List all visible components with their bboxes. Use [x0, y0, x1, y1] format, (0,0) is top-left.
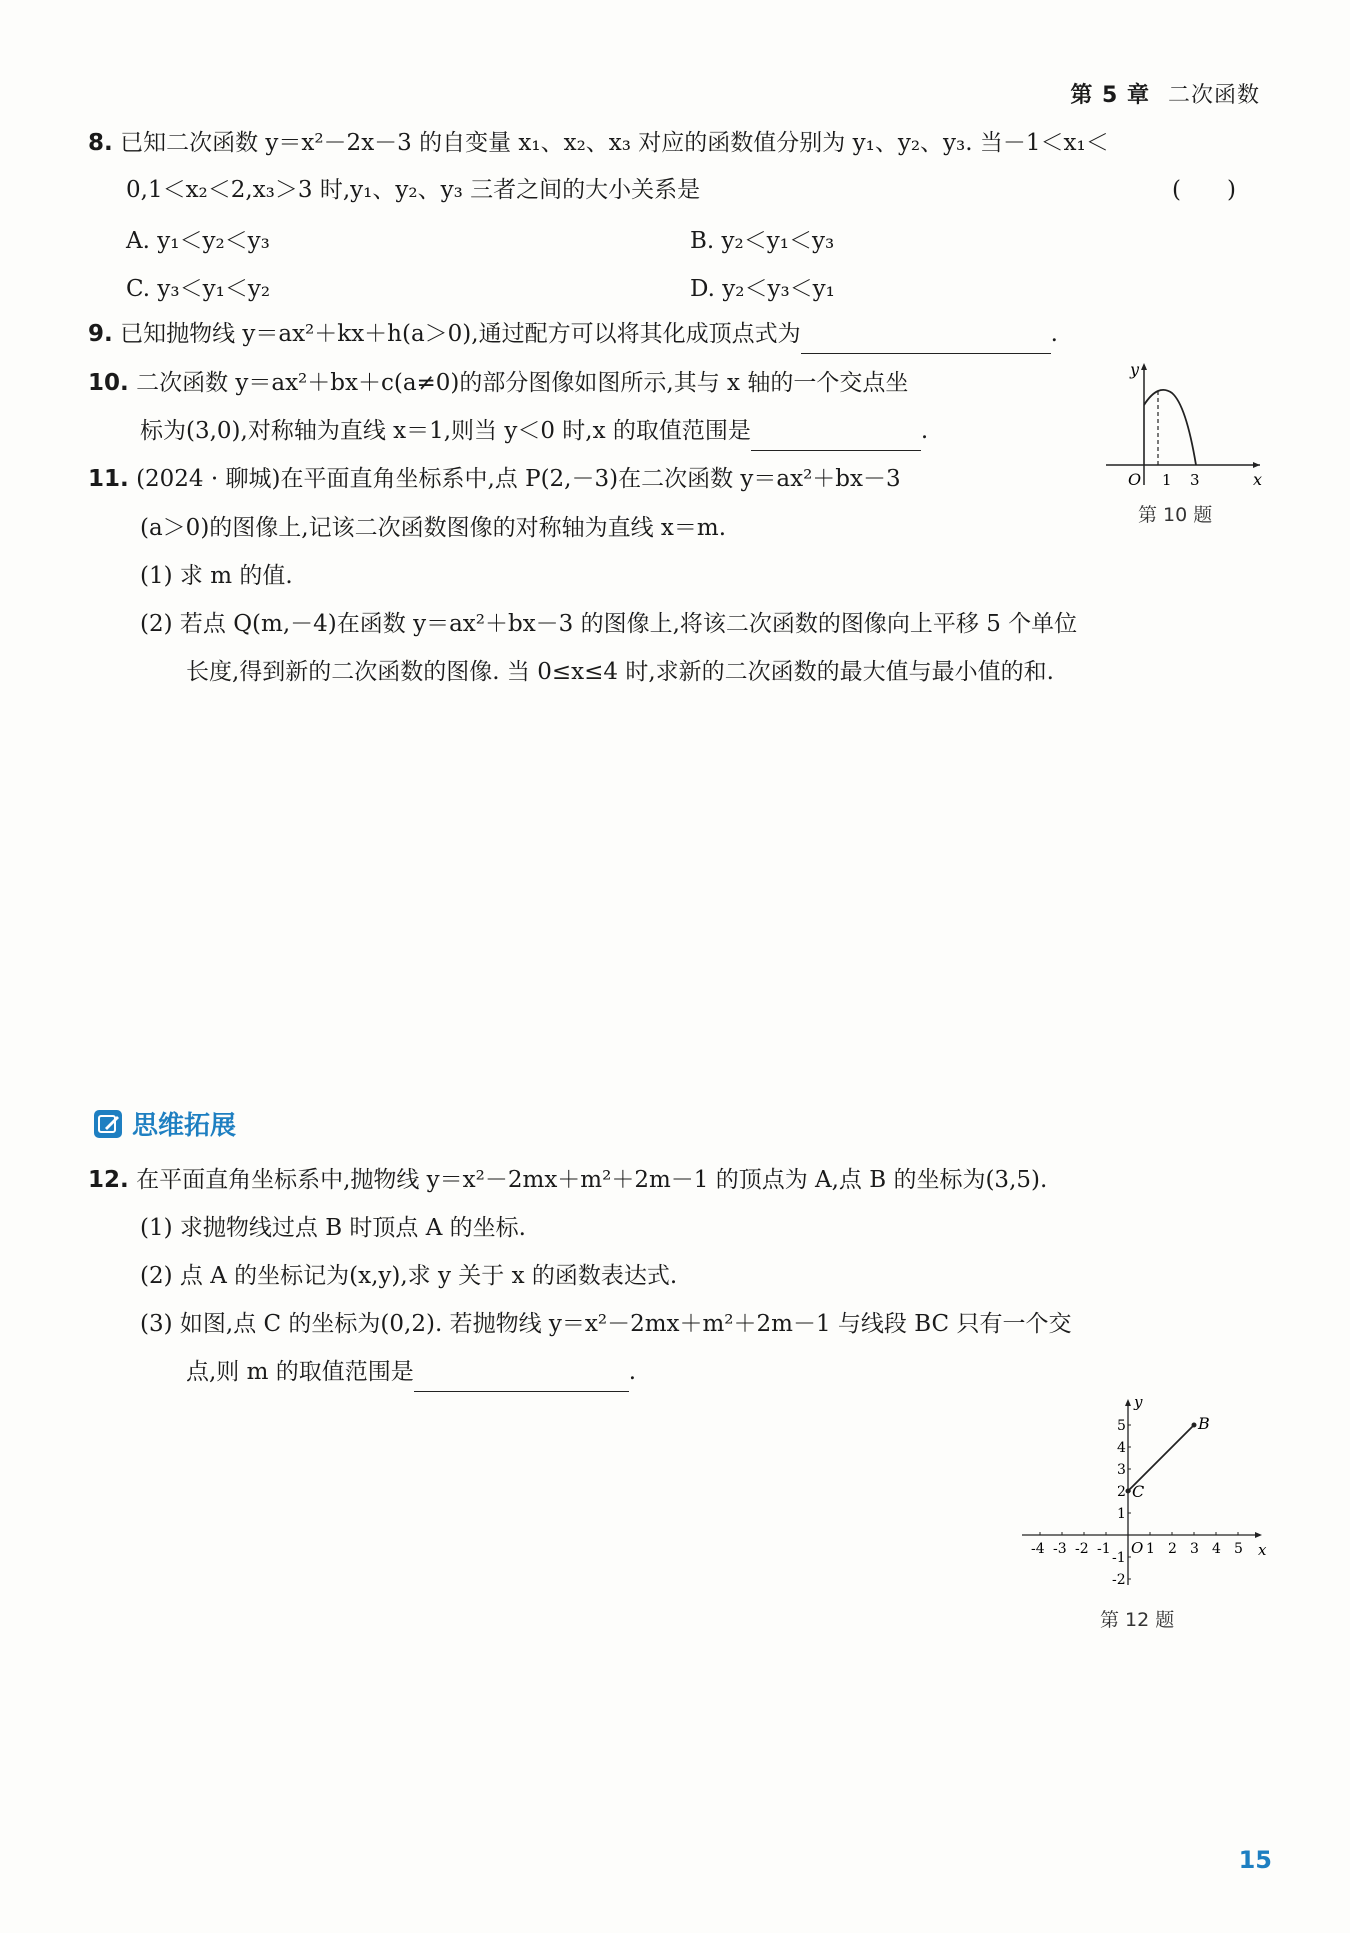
- q12-x-label: x: [1258, 1541, 1267, 1559]
- q12-end: .: [628, 1359, 637, 1385]
- pencil-note-icon: [92, 1108, 124, 1140]
- chapter-title: 二次函数: [1167, 83, 1260, 108]
- q10-origin-label: O: [1128, 470, 1142, 489]
- q10-figure-caption: 第 10 题: [1138, 504, 1213, 526]
- q10-x-arrow: [1253, 462, 1260, 468]
- q10-y-arrow: [1141, 363, 1147, 370]
- q10-y-label: y: [1130, 360, 1140, 379]
- section-heading: [92, 1105, 236, 1142]
- q12-line1: [88, 1164, 1047, 1196]
- q12-part3-line1: (3) 如图,点 C 的坐标为(0,2). 若抛物线 y＝x²－2mx＋m²＋2m－1 与线段 BC 只有一个交: [140, 1311, 1072, 1337]
- q8-text-line1: 已知二次函数 y＝x²－2x－3 的自变量 x₁、x₂、x₃ 对应的函数值分别为 y₁、y₂、y₃. 当－1＜x₁＜: [120, 130, 1109, 156]
- q12-part3-text: 点,则 m 的取值范围是: [186, 1359, 414, 1385]
- chapter-number: 第 5 章: [1070, 83, 1150, 108]
- q8-text-line2: 0,1＜x₂＜2,x₃＞3 时,y₁、y₂、y₃ 三者之间的大小关系是: [126, 177, 701, 203]
- q11-part2-line2: 长度,得到新的二次函数的图像. 当 0≤x≤4 时,求新的二次函数的最大值与最小值的和.: [186, 659, 1054, 685]
- q12-x-tick-label: -4: [1031, 1541, 1045, 1557]
- q12-y-tick-label: 3: [1117, 1462, 1126, 1478]
- q11-part1: (1) 求 m 的值.: [140, 563, 293, 589]
- q12-part1: (1) 求抛物线过点 B 时顶点 A 的坐标.: [140, 1215, 526, 1241]
- q12-y-tick-label: 2: [1117, 1484, 1126, 1500]
- q8-answer-paren: ( ): [1172, 177, 1236, 203]
- q12-part2: (2) 点 A 的坐标记为(x,y),求 y 关于 x 的函数表达式.: [140, 1263, 678, 1289]
- q12-y-label: y: [1134, 1395, 1143, 1411]
- q11-line2: (a＞0)的图像上,记该二次函数图像的对称轴为直线 x＝m.: [140, 515, 727, 541]
- q12-text-line1: 在平面直角坐标系中,抛物线 y＝x²－2mx＋m²＋2m－1 的顶点为 A,点 B 的坐标为(3,5).: [136, 1167, 1048, 1193]
- q8-option-a: A. y₁＜y₂＜y₃: [126, 228, 270, 254]
- q8-option-b: B. y₂＜y₁＜y₃: [690, 228, 835, 254]
- q12-origin-label: O: [1131, 1539, 1144, 1557]
- q12-x-tick-label: -3: [1053, 1541, 1067, 1557]
- q12-x-tick-label: 5: [1234, 1541, 1243, 1557]
- q12-number: 12.: [88, 1167, 129, 1193]
- q12-x-tick-label: -2: [1075, 1541, 1089, 1557]
- q9-text: 已知抛物线 y＝ax²＋kx＋h(a＞0),通过配方可以将其化成顶点式为: [120, 321, 801, 347]
- q12-y-tick-label: 4: [1117, 1440, 1126, 1456]
- q12-label-c: C: [1132, 1482, 1145, 1501]
- q9-number: 9.: [88, 321, 113, 347]
- q8-line2: [126, 174, 700, 206]
- q10-tick-3: 3: [1190, 471, 1200, 489]
- q12-figure-caption: 第 12 题: [1100, 1609, 1175, 1631]
- q8-option-d: D. y₂＜y₃＜y₁: [690, 276, 835, 302]
- chapter-header: [1070, 78, 1260, 109]
- q12-answer-blank[interactable]: [414, 1359, 629, 1392]
- page-number: 15: [1238, 1846, 1272, 1874]
- q9-answer-blank[interactable]: [801, 321, 1051, 354]
- q12-x-tick-label: -1: [1097, 1541, 1111, 1557]
- q12-x-arrow: [1255, 1532, 1262, 1538]
- q12-y-tick-label: -2: [1112, 1572, 1126, 1588]
- q9-end: .: [1050, 321, 1058, 347]
- q11-number: 11.: [88, 466, 129, 492]
- q11-part2-line1: (2) 若点 Q(m,－4)在函数 y＝ax²＋bx－3 的图像上,将该二次函数的图像向上平移 5 个单位: [140, 611, 1078, 637]
- q10-text-line1: 二次函数 y＝ax²＋bx＋c(a≠0)的部分图像如图所示,其与 x 轴的一个交点坐: [136, 370, 909, 396]
- q9-line: [88, 318, 1058, 354]
- q8-line1: [88, 127, 1109, 159]
- q12-y-arrow: [1125, 1399, 1131, 1406]
- q8-number: 8.: [88, 130, 113, 156]
- q10-figure: [1100, 355, 1270, 495]
- q10-line2: [140, 415, 928, 451]
- q12-y-tick-label: -1: [1112, 1550, 1126, 1566]
- q12-label-b: B: [1198, 1414, 1210, 1433]
- q10-number: 10.: [88, 370, 129, 396]
- q11-text-line1: (2024 · 聊城)在平面直角坐标系中,点 P(2,－3)在二次函数 y＝ax²＋bx－3: [136, 466, 901, 492]
- q12-x-tick-label: 4: [1212, 1541, 1221, 1557]
- q11-line1: [88, 463, 901, 495]
- q10-parabola: [1144, 390, 1196, 465]
- q10-tick-1: 1: [1162, 471, 1172, 489]
- q10-x-label: x: [1253, 470, 1263, 489]
- q12-y-tick-label: 1: [1117, 1506, 1126, 1522]
- q10-end: .: [920, 418, 929, 444]
- q8-option-c: C. y₃＜y₁＜y₂: [126, 276, 271, 302]
- q10-line1: [88, 367, 908, 399]
- section-title: 思维拓展: [132, 1111, 237, 1141]
- q12-y-tick-label: 5: [1117, 1418, 1126, 1434]
- q12-point-b: [1192, 1423, 1197, 1428]
- q10-text-line2: 标为(3,0),对称轴为直线 x＝1,则当 y＜0 时,x 的取值范围是: [140, 418, 751, 444]
- q12-x-tick-label: 2: [1168, 1541, 1177, 1557]
- q10-answer-blank[interactable]: [751, 418, 921, 451]
- q12-part3-line2: [186, 1356, 636, 1392]
- q12-x-tick-label: 1: [1146, 1541, 1155, 1557]
- q12-figure: [1020, 1395, 1270, 1595]
- q12-x-tick-label: 3: [1190, 1541, 1199, 1557]
